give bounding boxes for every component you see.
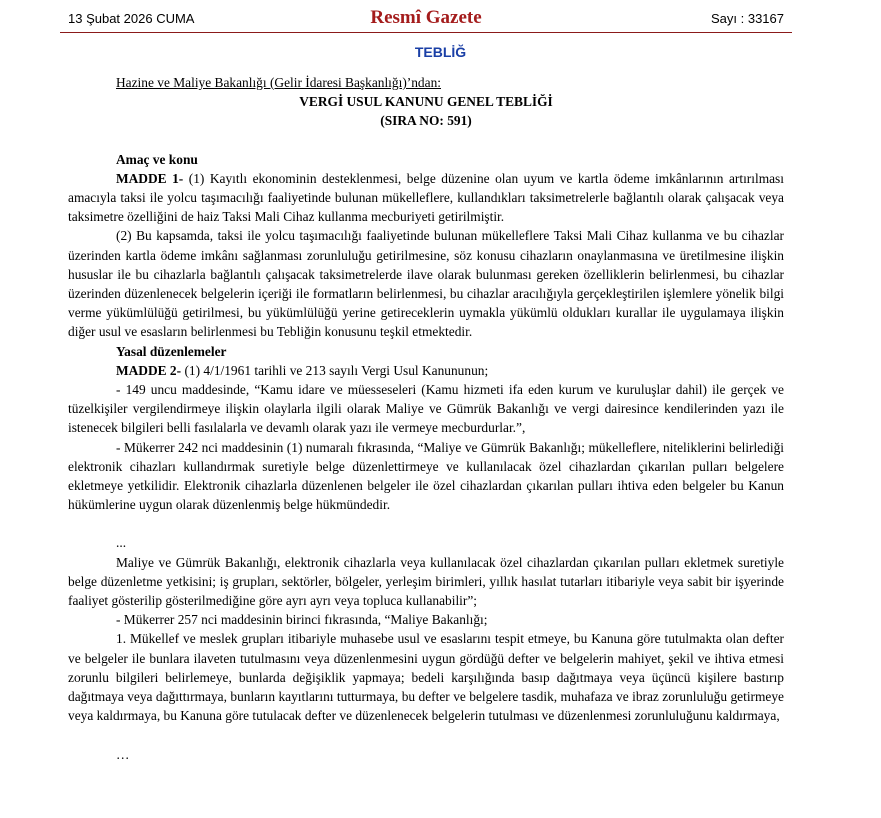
spacer [68,131,784,150]
article-2-label: MADDE 2- [116,362,182,378]
article-2-item-149: - 149 uncu maddesinde, “Kamu idare ve müesseseleri (Kamu hizmeti ifa eden kurum ve kuruluşlar dahil) ile gerçek ve tüzelkişiler vergilendirmeye ilişkin olaylarla ilgili olarak Maliye ve Gümrük Bakanlığı ve vergi dairesince kendilerinden yazı ile istenecek bilgileri belli fasılalarla ve devamlı olarak yazı ile vermeye mecburdurlar.”, [68,382,784,436]
heading-purpose: Amaç ve konu [116,151,198,167]
article-1-text: (1) Kayıtlı ekonominin desteklenmesi, belge düzenine olan uyum ve kartla ödeme imkânlarının artırılması amacıyla taksi ile yolcu taşımacılığı faaliyetinde bulunan mükelleflere, kullandıkları taksimetrelerle bağlantılı olarak çalışacak veya taksimetre özelliğini de haiz Taksi Mali Cihaz kullanma mecburiyeti getirilmiştir. [68,170,784,225]
ellipsis: … [116,746,130,762]
spacer [68,514,784,533]
article-2-item-242-continued: Maliye ve Gümrük Bakanlığı, elektronik cihazlarla veya kullanılacak özel cihazlardan çıkarılan pulları ekletmek suretiyle belge düzenletme yetkisini; iş grupları, sektörler, bölgeler, yerleşim birimleri, yıllık hasılat tutarları itibariyle veya sabit bir işyerinde faaliyet gösterilip gösterilmediğine göre ayrı ayrı veya topluca kullanabilir”; [68,554,784,609]
document-number: (SIRA NO: 591) [380,113,472,129]
article-1-para-1 [68,169,784,227]
article-1-label: MADDE 1- [116,170,184,186]
section-title: TEBLİĞ [414,44,467,60]
issue-number: Sayı : 33167 [711,11,784,26]
article-2-item-257: - Mükerrer 257 nci maddesinin birinci fıkrasında, “Maliye Bakanlığı; [116,612,488,628]
article-2-text: (1) 4/1/1961 tarihli ve 213 sayılı Vergi Usul Kanununun; [181,362,489,378]
article-2-item-257-clause-1: 1. Mükellef ve meslek grupları itibariyle muhasebe usul ve esaslarını tespit etmeye, bu Kanuna göre tutulmakta olan defter ve belgeler ile bunlara ilaveten tutulmasını veya düzenlenmesini uygun gördüğü defter ve belgelerin mahiyet, şekil ve ihtiva etmesi zorunlu bilgileri belirlemeye, bunlarda değişiklik yapmaya; bedeli karşılığında basıp dağıtmaya veya üçüncü kişilere bastırıp dağıtmaya veya dağıttırmaya, bunların kayıtlarını tutturmaya, bu defter ve belgelere tasdik, muhafaza ve ibraz zorunluluğu getirmeye veya kaldırmaya, bu Kanuna göre tutulacak defter ve düzenlenecek belgelerin tutulması ve düzenlenmesi zorunluluğunu kaldırmaya, [68,631,784,724]
article-1-para-2: (2) Bu kapsamda, taksi ile yolcu taşımacılığı faaliyetinde bulunan mükelleflere Taksi Mali Cihaz kullanma ve bu cihazlar üzerinden kartla ödeme imkânı sağlanması zorunluluğu getirilmesine, söz konusu cihazların onaylanmasına ve üretilmesine ilişkin hususlar ile bu cihazlarla bağlantılı çalışacak taksimetrelerde ilave olarak bulunması gereken özelliklerin belirlenmesi, bu cihazlar üzerinden düzenlenecek belgelerin içeriği ile formatların belirlenmesi, bu cihazlar aracılığıyla gerçekleştirilen işlemlere yönelik bilgi verme yükümlülüğü getirilmesi, bu yükümlülüğü yerine getireceklerin uymakla yükümlü oldukları kurallar ile uygulamaya ilişkin diğer usul ve esasların belirlenmesi bu Tebliğin konusunu teşkil etmektedir. [68,228,784,340]
article-2-item-242: - Mükerrer 242 nci maddesinin (1) numaralı fıkrasında, “Maliye ve Gümrük Bakanlığı; mükelleflere, niteliklerini belirlediği elektronik cihazları kullandırmak suretiyle belge düzenlettirmeye ve kullanılacak özel cihazlardan çıkarılan pulları belgelere ekletmeye yetkilidir. Elektronik cihazlarla düzenlenen belgeler ile özel cihazlardan çıkarılan pulları ihtiva eden belgeler bu Kanun hükümlerine uygun olarak düzenlenmiş belge hükmündedir. [68,439,784,513]
ellipsis: ... [116,535,127,551]
issue-date: 13 Şubat 2026 CUMA [68,11,195,26]
gazette-header [60,0,792,33]
gazette-title: Resmî Gazete [370,7,482,28]
issuing-authority: Hazine ve Maliye Bakanlığı (Gelir İdaresi Başkanlığı)’ndan: [116,75,441,90]
article-2-para-1 [68,361,784,380]
spacer [68,726,784,745]
heading-legal: Yasal düzenlemeler [116,343,227,359]
document-body [68,73,784,764]
document-title: VERGİ USUL KANUNU GENEL TEBLİĞİ [299,94,553,110]
